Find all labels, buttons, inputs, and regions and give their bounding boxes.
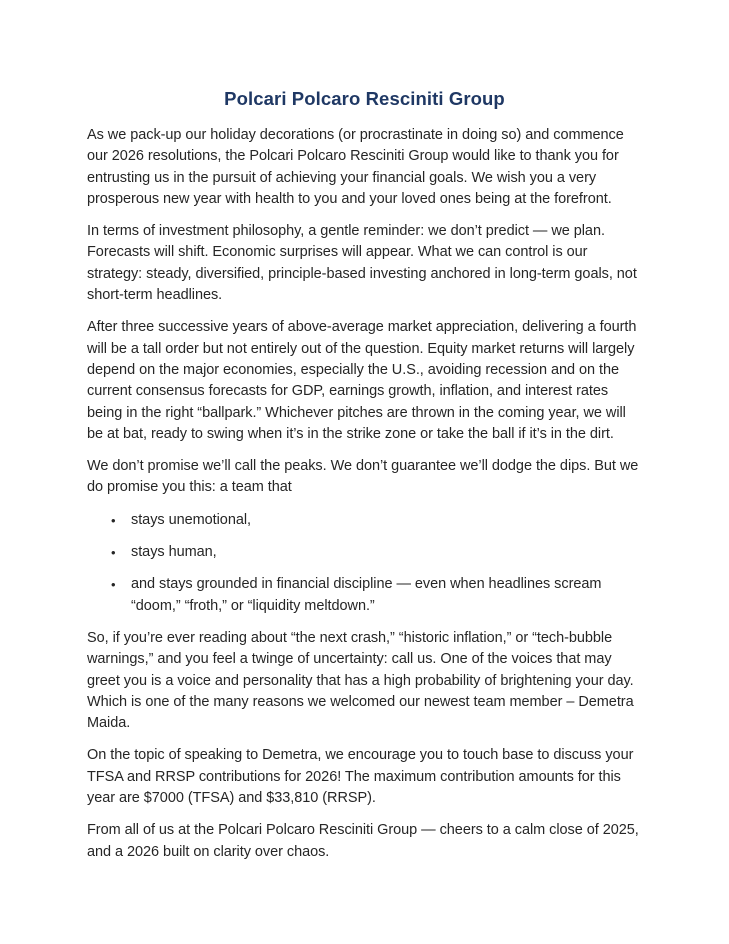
document-title: Polcari Polcaro Resciniti Group (224, 88, 505, 109)
list-item (87, 510, 645, 531)
commitment-list (87, 510, 645, 617)
paragraph-call-us: So, if you’re ever reading about “the next crash,” “historic inflation,” or “tech-bubble warnings,” and you feel a twinge of uncertainty: call us. One of the voices that may greet you is a voice and personality that has a high probability of brightening your day. Which is one of the many reasons we welcomed our newest team member – Demetra Maida. (87, 629, 634, 732)
list-item-text: stays unemotional, (131, 511, 251, 528)
list-item (87, 542, 645, 563)
paragraph-signoff: From all of us at the Polcari Polcaro Resciniti Group — cheers to a calm close of 2025, and a 2026 built on clarity over chaos. (87, 822, 639, 860)
paragraph-promise-lead: We don’t promise we’ll call the peaks. We don’t guarantee we’ll dodge the dips. But we do promise you this: a team that (87, 458, 639, 496)
document-page (0, 88, 729, 944)
list-item (87, 574, 645, 617)
paragraph-philosophy: In terms of investment philosophy, a gentle reminder: we don’t predict — we plan. Forecasts will shift. Economic surprises will appear. What we can control is our strategy: steady, diversified, principle-based investing anchored in long-term goals, not short-term headlines. (87, 223, 637, 304)
list-item-text: stays human, (131, 544, 217, 561)
paragraph-market-outlook: After three successive years of above-average market appreciation, delivering a fourth will be a tall order but not entirely out of the question. Equity market returns will largely depend on the major economies, especially the U.S., avoiding recession and on the current consensus forecasts for GDP, earnings growth, inflation, and interest rates being in the right “ballpark.” Whichever pitches are thrown in the coming year, we will be at bat, ready to swing when it’s in the strike zone or take the ball if it’s in the dirt. (87, 319, 637, 442)
document-body (87, 125, 645, 863)
paragraph-greeting: As we pack-up our holiday decorations (or procrastinate in doing so) and commence our 2026 resolutions, the Polcari Polcaro Resciniti Group would like to thank you for entrusting us in the pursuit of achieving your financial goals. We wish you a very prosperous new year with health to you and your loved ones being at the forefront. (87, 127, 624, 207)
list-item-text: and stays grounded in financial discipline — even when headlines scream “doom,” “froth,” or “liquidity meltdown.” (131, 576, 602, 614)
paragraph-contributions: On the topic of speaking to Demetra, we encourage you to touch base to discuss your TFSA and RRSP contributions for 2026! The maximum contribution amounts for this year are $7000 (TFSA) and $33,810 (RRSP). (87, 747, 634, 807)
